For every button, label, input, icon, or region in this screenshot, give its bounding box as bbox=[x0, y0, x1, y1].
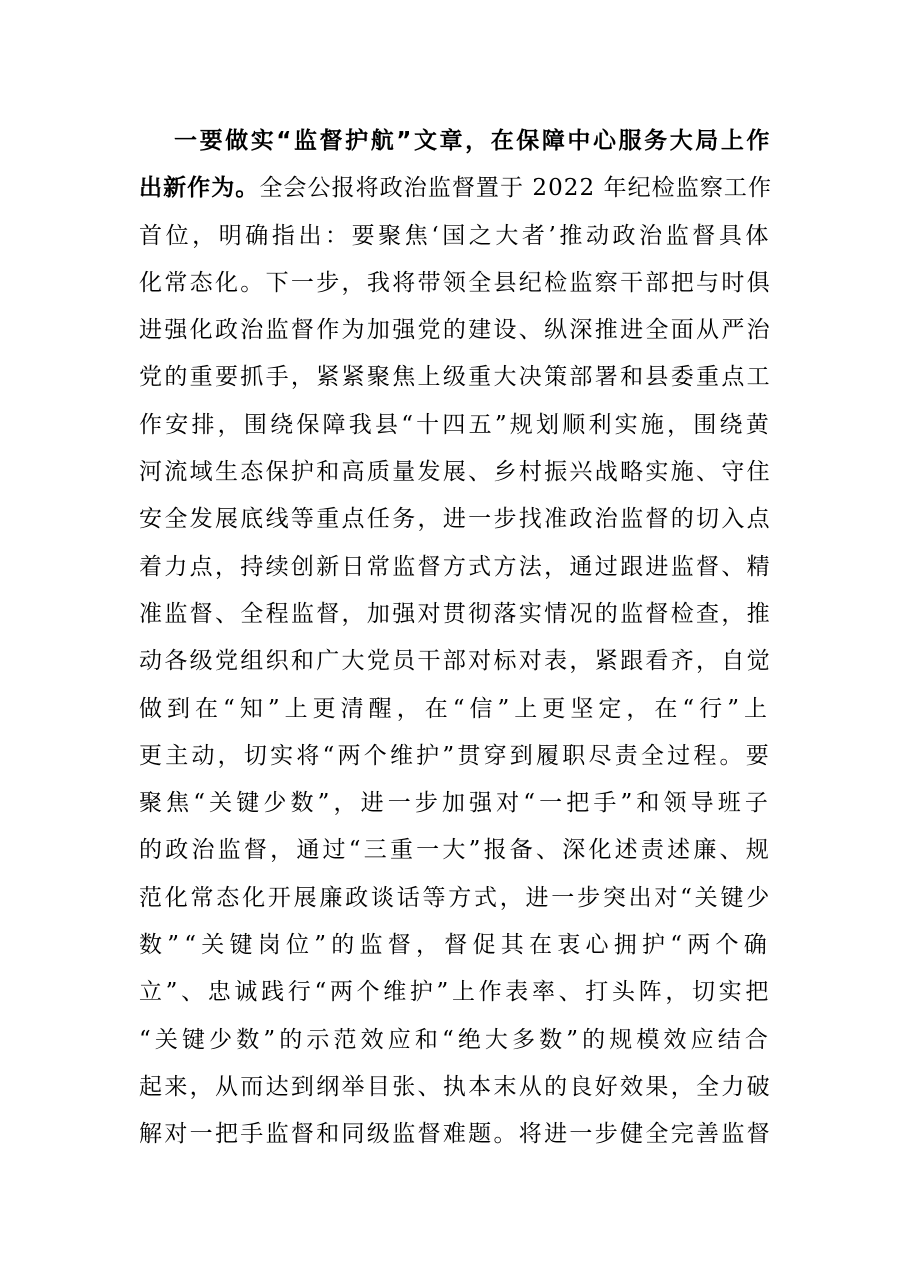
line-text: 作安排，围绕保障我县“十四五”规划顺利实施，围绕黄 bbox=[139, 411, 772, 438]
text-line bbox=[139, 354, 772, 401]
text-line bbox=[139, 496, 772, 543]
text-line bbox=[139, 733, 772, 780]
text-line bbox=[139, 591, 772, 638]
text-line bbox=[139, 638, 772, 685]
line-text: 河流域生态保护和高质量发展、乡村振兴战略实施、守住 bbox=[139, 459, 772, 486]
text-line bbox=[139, 165, 772, 212]
line-text: 动各级党组织和广大党员干部对标对表，紧跟看齐，自觉 bbox=[139, 648, 772, 675]
line-text: 首位，明确指出：要聚焦‘国之大者’推动政治监督具体 bbox=[139, 222, 772, 249]
line-text: 全会公报将政治监督置于 2022 年纪检监察工作 bbox=[259, 175, 773, 202]
text-line bbox=[139, 875, 772, 922]
text-line bbox=[139, 449, 772, 496]
text-line bbox=[139, 686, 772, 733]
line-text: 的政治监督，通过“三重一大”报备、深化述责述廉、规 bbox=[139, 837, 772, 864]
line-text: 起来，从而达到纲举目张、执本末从的良好效果，全力破 bbox=[139, 1073, 772, 1100]
text-line bbox=[139, 969, 772, 1016]
bold-lead-text: 出新作为。 bbox=[139, 175, 260, 202]
text-line bbox=[139, 1017, 772, 1064]
line-text: 准监督、全程监督，加强对贯彻落实情况的监督检查，推 bbox=[139, 600, 772, 627]
text-line bbox=[139, 1111, 772, 1158]
body-paragraph bbox=[139, 118, 772, 1159]
bold-lead-text: 一要做实“监督护航”文章，在保障中心服务大局上作 bbox=[174, 128, 772, 154]
line-text: 更主动，切实将“两个维护”贯穿到履职尽责全过程。要 bbox=[139, 742, 772, 769]
text-line bbox=[139, 402, 772, 449]
line-text: 解对一把手监督和同级监督难题。将进一步健全完善监督 bbox=[139, 1121, 772, 1148]
text-line bbox=[139, 780, 772, 827]
line-text: 安全发展底线等重点任务，进一步找准政治监督的切入点 bbox=[139, 506, 772, 533]
text-line bbox=[139, 1064, 772, 1111]
line-text: 聚焦“关键少数”，进一步加强对“一把手”和领导班子 bbox=[139, 790, 772, 817]
line-text: 立”、忠诚践行“两个维护”上作表率、打头阵，切实把 bbox=[139, 979, 772, 1006]
text-line bbox=[139, 922, 772, 969]
line-text: 范化常态化开展廉政谈话等方式，进一步突出对“关键少 bbox=[139, 884, 772, 911]
text-line bbox=[139, 213, 772, 260]
text-line bbox=[139, 260, 772, 307]
text-line bbox=[139, 118, 772, 165]
line-text: 着力点，持续创新日常监督方式方法，通过跟进监督、精 bbox=[139, 553, 772, 580]
text-line bbox=[139, 544, 772, 591]
text-line bbox=[139, 307, 772, 354]
line-text: 化常态化。下一步，我将带领全县纪检监察干部把与时俱 bbox=[139, 269, 772, 296]
line-text: 进强化政治监督作为加强党的建设、纵深推进全面从严治 bbox=[139, 317, 772, 344]
line-text: 做到在“知”上更清醒，在“信”上更坚定，在“行”上 bbox=[139, 695, 772, 722]
text-line bbox=[139, 827, 772, 874]
line-text: 数”“关键岗位”的监督，督促其在衷心拥护“两个确 bbox=[139, 932, 772, 959]
line-text: “关键少数”的示范效应和“绝大多数”的规模效应结合 bbox=[139, 1026, 772, 1053]
line-text: 党的重要抓手，紧紧聚焦上级重大决策部署和县委重点工 bbox=[139, 364, 772, 391]
